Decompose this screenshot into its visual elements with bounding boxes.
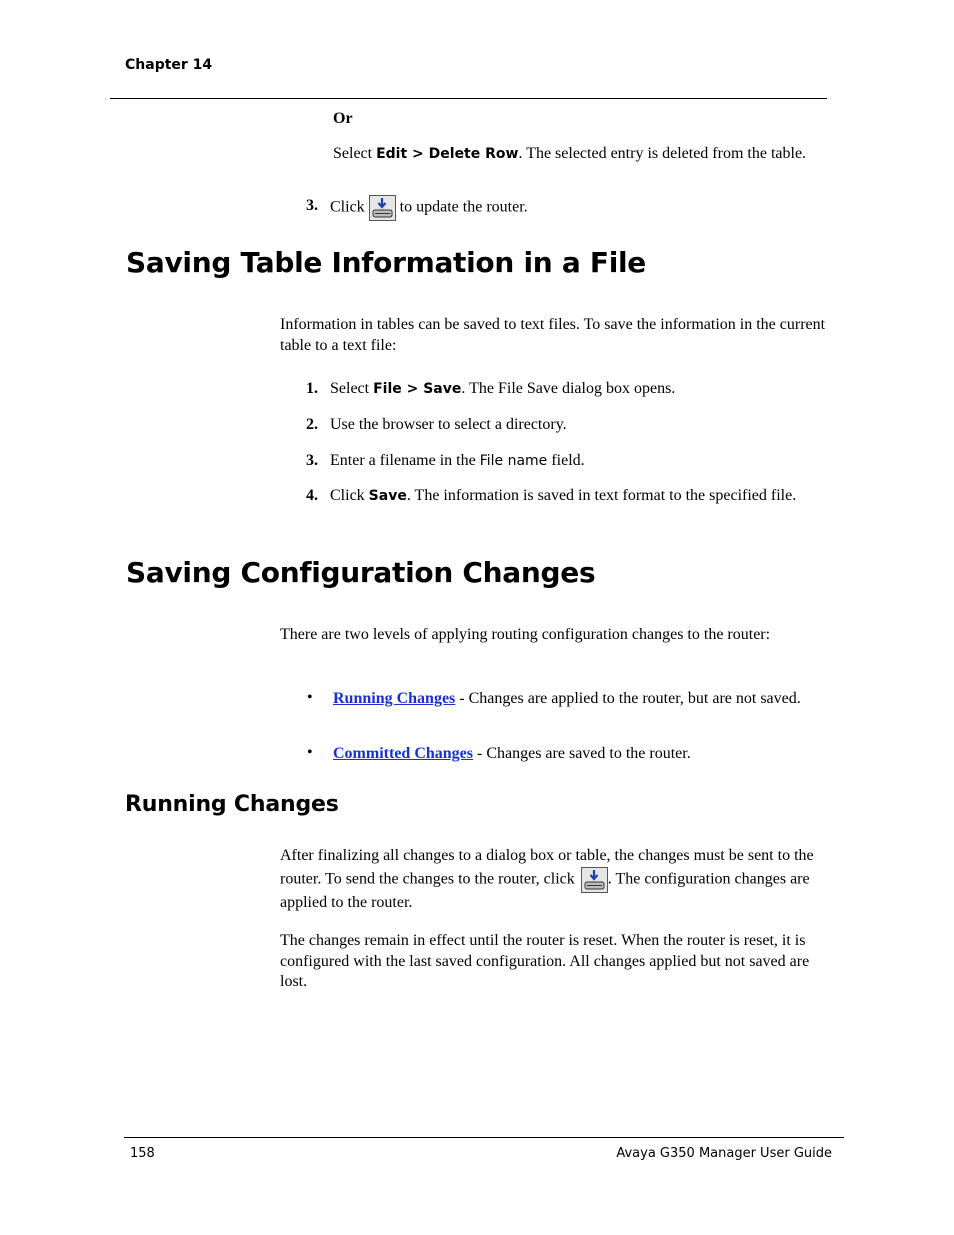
running-changes-para-1: [280, 846, 838, 913]
bullet-dot: •: [307, 689, 313, 706]
click-label: Click: [330, 198, 365, 216]
step-number: 1.: [306, 380, 318, 397]
link-running-changes[interactable]: Running Changes: [333, 690, 456, 707]
or-label: Or: [333, 110, 353, 127]
save-table-intro: Information in tables can be saved to text files. To save the information in the current table to a text file:: [280, 316, 826, 354]
bullet-running-changes: [333, 689, 833, 710]
page-number: 158: [130, 1146, 155, 1161]
running-changes-para-2: The changes remain in effect until the router is reset. When the router is reset, it is configured with the last saved configuration. All changes applied but not saved are lost.: [280, 932, 810, 990]
footer-rule: [124, 1137, 844, 1138]
section-title-saving-table: Saving Table Information in a File: [126, 246, 646, 279]
bullet-text: - Changes are saved to the router.: [473, 745, 691, 762]
step-text: . The File Save dialog box opens.: [461, 380, 676, 397]
save-step-4: [330, 486, 842, 507]
para-text: After finalizing all changes to a dialog box or table, the changes must be sent to the router. To send the changes to the router, click: [280, 847, 814, 888]
step-text: . The information is saved in text format to the specified file.: [406, 487, 797, 504]
step-number: 3.: [306, 452, 318, 469]
step-number: 2.: [306, 416, 318, 433]
step-number: 3.: [306, 197, 318, 214]
update-router-step: [330, 195, 528, 221]
update-router-icon[interactable]: [581, 867, 608, 893]
field-name-file-name: File name: [479, 453, 548, 469]
step-text: Enter a filename in the: [330, 452, 480, 469]
step-text: field.: [547, 452, 585, 469]
chapter-label: Chapter 14: [125, 57, 213, 73]
menu-path-file-save: File > Save: [373, 381, 462, 397]
bullet-text: - Changes are applied to the router, but are not saved.: [455, 690, 801, 707]
bullet-committed-changes: [333, 744, 691, 765]
header-rule: [110, 98, 827, 99]
save-step-1: [330, 379, 675, 400]
delete-row-instruction: [333, 144, 823, 165]
bullet-dot: •: [307, 744, 313, 761]
step-text: Click: [330, 487, 369, 504]
select-suffix: . The selected entry is deleted from the table.: [518, 145, 807, 162]
config-changes-intro: There are two levels of applying routing configuration changes to the router:: [280, 626, 771, 643]
guide-title: Avaya G350 Manager User Guide: [616, 1146, 832, 1161]
save-command: Save: [368, 488, 407, 504]
subsection-title-running-changes: Running Changes: [125, 792, 339, 817]
para-text: . The configuration changes are applied to the router.: [280, 870, 810, 911]
save-step-2: Use the browser to select a directory.: [330, 416, 567, 433]
update-router-icon[interactable]: [369, 195, 396, 221]
save-step-3: [330, 451, 585, 472]
link-committed-changes[interactable]: Committed Changes: [333, 745, 473, 762]
select-prefix: Select: [333, 145, 377, 162]
step-number: 4.: [306, 487, 318, 504]
menu-path-edit-delete-row: Edit > Delete Row: [376, 146, 519, 162]
update-router-label: to update the router.: [399, 198, 528, 216]
step-text: Select: [330, 380, 374, 397]
section-title-saving-config: Saving Configuration Changes: [126, 556, 596, 589]
